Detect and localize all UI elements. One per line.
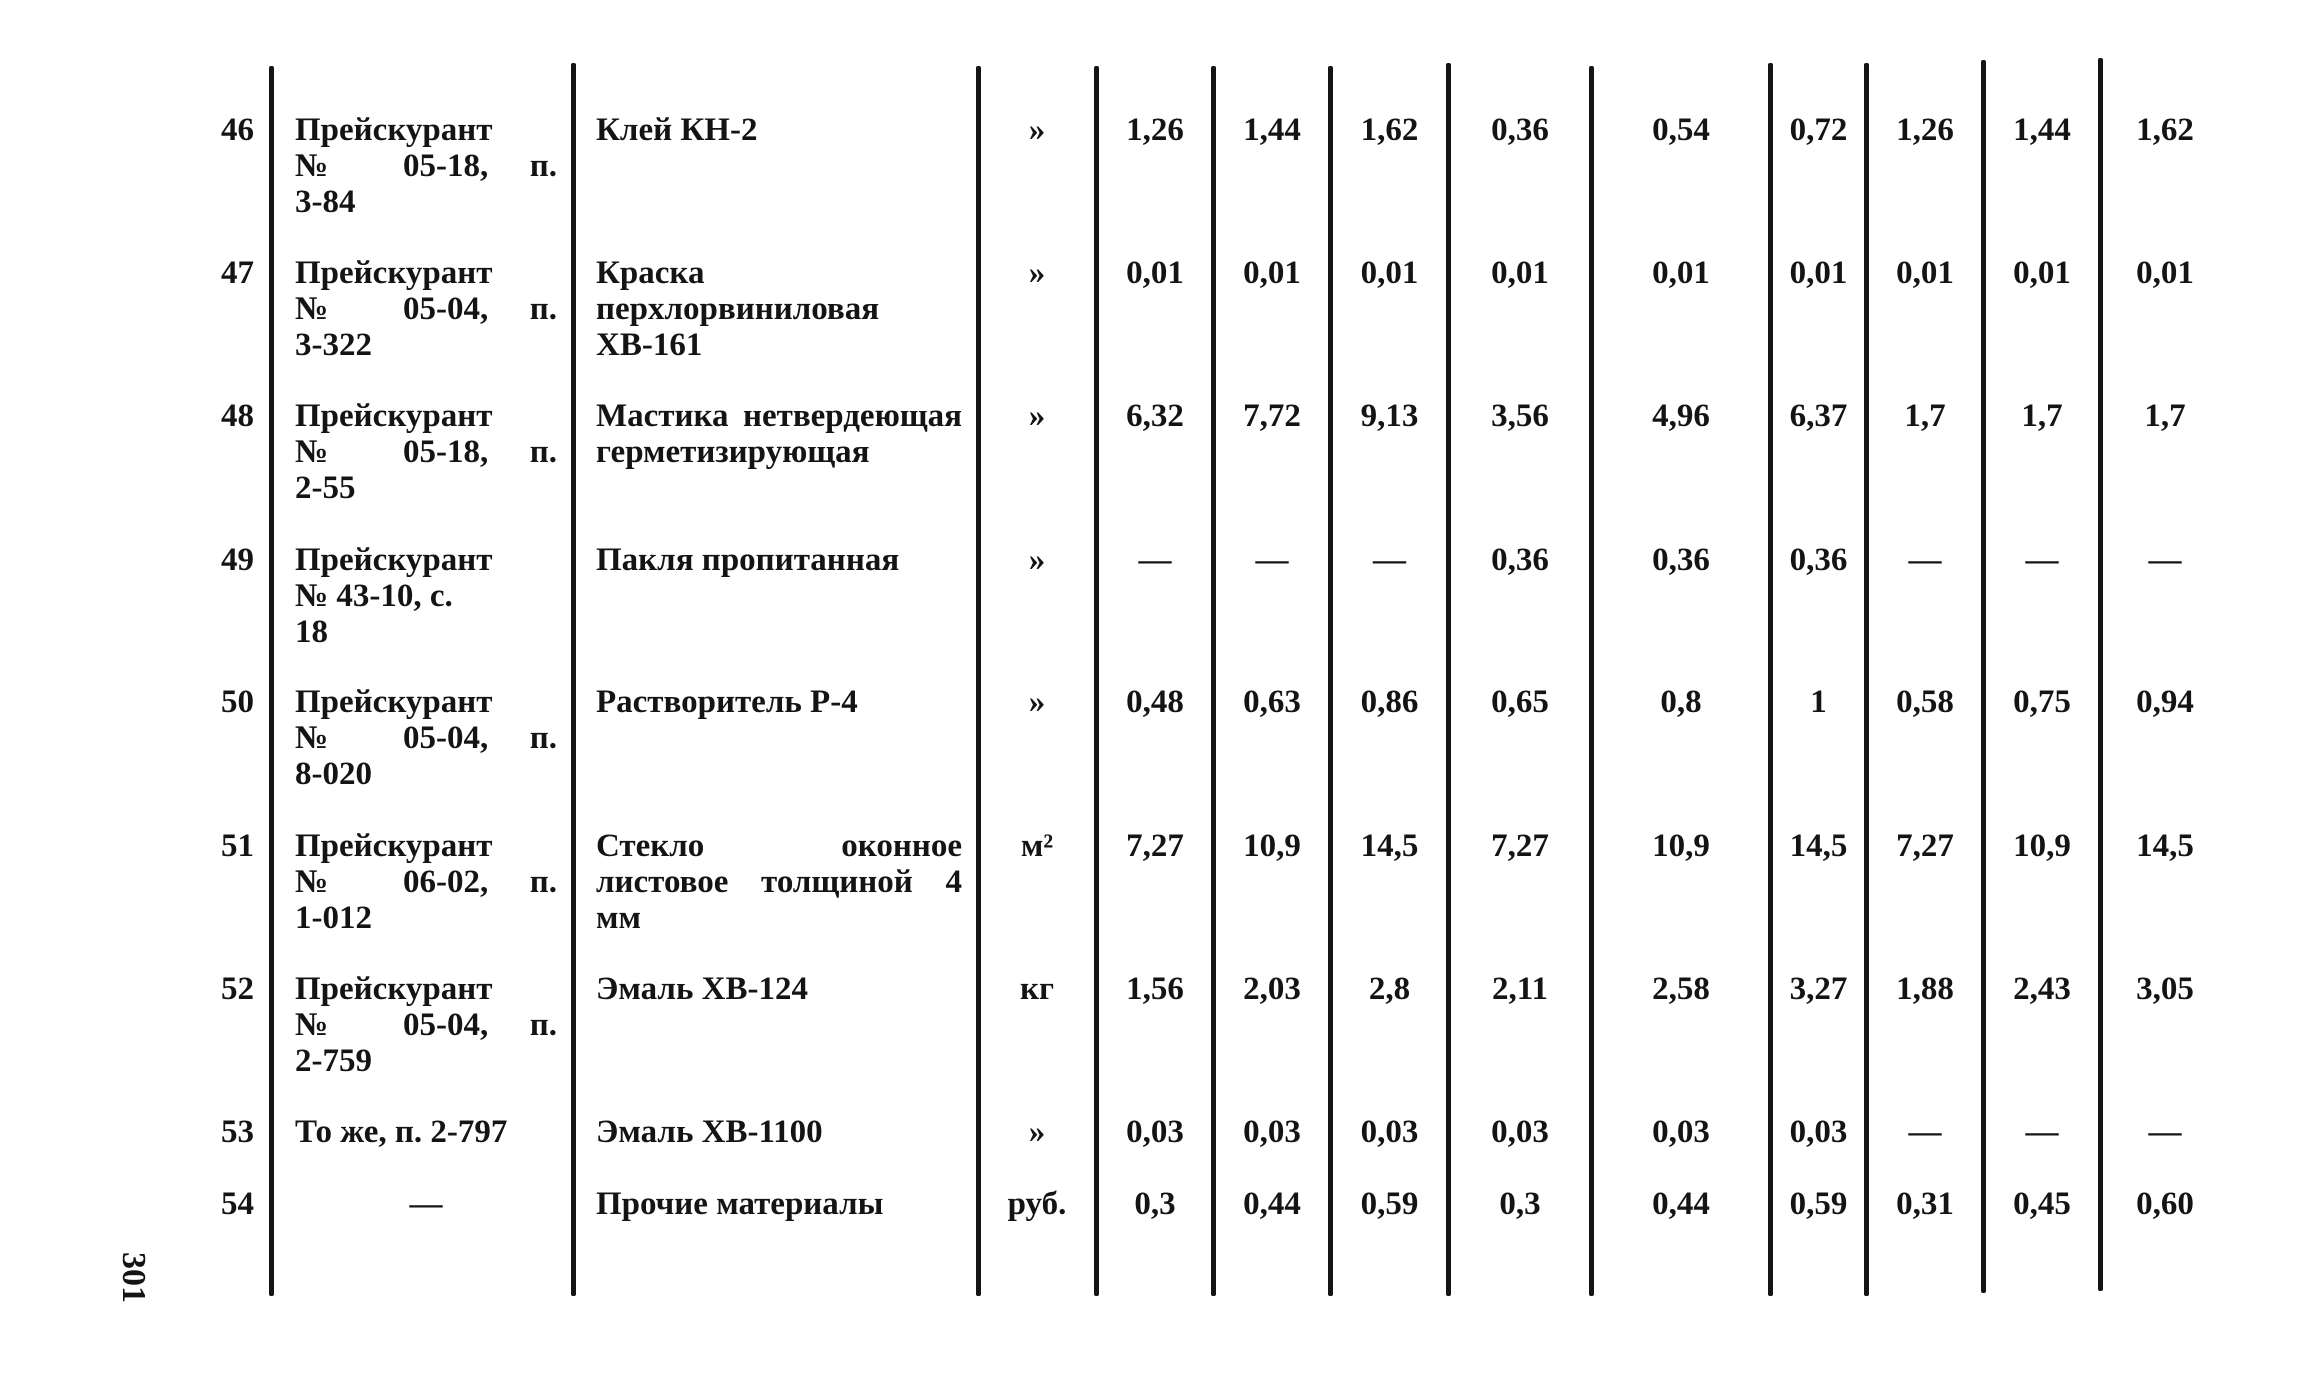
source-line: 8-020 <box>295 756 372 792</box>
source-line: Прейскурант <box>295 255 493 291</box>
row-number: 49 <box>221 542 254 578</box>
value-cell: 0,03 <box>1126 1114 1184 1150</box>
value-cell: 1,26 <box>1126 112 1184 148</box>
value-cell: — <box>1908 542 1942 578</box>
value-cell: 7,27 <box>1126 828 1184 864</box>
value-cell: 2,8 <box>1368 971 1411 1007</box>
unit: руб. <box>1007 1186 1067 1222</box>
value-cell: 14,5 <box>1360 828 1419 864</box>
column-rule <box>976 66 981 1296</box>
value-cell: 0,31 <box>1896 1186 1954 1222</box>
column-rule <box>1589 66 1594 1296</box>
value-cell: 0,54 <box>1652 112 1710 148</box>
unit: » <box>1028 112 1046 148</box>
price-list-source <box>295 112 557 220</box>
column-rule <box>1981 60 1986 1293</box>
value-cell: — <box>2025 542 2059 578</box>
value-cell: 0,3 <box>1134 1186 1176 1222</box>
value-cell: 0,75 <box>2013 684 2071 720</box>
value-cell: 1 <box>1810 684 1827 720</box>
value-cell: 0,86 <box>1360 684 1419 720</box>
value-cell: 4,96 <box>1652 398 1710 434</box>
value-cell: 1,56 <box>1126 971 1184 1007</box>
value-cell: 2,43 <box>2013 971 2071 1007</box>
value-cell: 1,62 <box>1360 112 1419 148</box>
row-number: 51 <box>221 828 254 864</box>
source-line: 18 <box>295 614 328 650</box>
source-line: № 05-18, п. <box>295 434 557 470</box>
value-cell: 0,3 <box>1499 1186 1541 1222</box>
price-list-source <box>295 971 557 1079</box>
column-rule <box>1768 63 1773 1296</box>
page-number: 301 <box>115 1252 152 1303</box>
material-name: Растворитель Р-4 <box>596 684 858 720</box>
source-line: № 06-02, п. <box>295 864 557 900</box>
value-cell: 0,01 <box>1789 255 1848 291</box>
value-cell: 0,01 <box>1652 255 1710 291</box>
source-line: № 05-04, п. <box>295 291 557 327</box>
source-line: — <box>409 1186 443 1222</box>
source-line: 3-322 <box>295 327 372 363</box>
value-cell: 0,48 <box>1126 684 1184 720</box>
value-cell: 2,11 <box>1492 971 1548 1007</box>
value-cell: 0,94 <box>2136 684 2194 720</box>
value-cell: 3,05 <box>2136 971 2194 1007</box>
column-rule <box>571 63 576 1296</box>
value-cell: 0,59 <box>1360 1186 1419 1222</box>
value-cell: 0,59 <box>1789 1186 1848 1222</box>
value-cell: 14,5 <box>2136 828 2194 864</box>
source-line: 3-84 <box>295 184 356 220</box>
value-cell: 0,58 <box>1896 684 1954 720</box>
row-number: 52 <box>221 971 254 1007</box>
source-line: Прейскурант <box>295 112 493 148</box>
value-cell: 0,45 <box>2013 1186 2071 1222</box>
unit: » <box>1028 398 1046 434</box>
value-cell: — <box>2148 542 2182 578</box>
value-cell: 0,65 <box>1491 684 1549 720</box>
material-name: Пакля пропитанная <box>596 542 900 578</box>
value-cell: 1,44 <box>2013 112 2071 148</box>
price-list-source <box>295 255 557 363</box>
source-line: Прейскурант <box>295 684 493 720</box>
source-line: № 05-04, п. <box>295 720 557 756</box>
unit: » <box>1028 255 1046 291</box>
unit: кг <box>1020 971 1054 1007</box>
column-rule <box>1446 63 1451 1296</box>
value-cell: — <box>2025 1114 2059 1150</box>
value-cell: 2,58 <box>1652 971 1710 1007</box>
value-cell: 1,26 <box>1896 112 1954 148</box>
column-rule <box>2098 58 2103 1291</box>
value-cell: 0,01 <box>1896 255 1954 291</box>
value-cell: 0,36 <box>1491 112 1549 148</box>
row-number: 53 <box>221 1114 254 1150</box>
row-number: 48 <box>221 398 254 434</box>
value-cell: 0,44 <box>1652 1186 1710 1222</box>
material-name: Клей КН-2 <box>596 112 758 148</box>
value-cell: 0,8 <box>1660 684 1702 720</box>
value-cell: 0,01 <box>1491 255 1549 291</box>
source-line: Прейскурант <box>295 398 493 434</box>
value-cell: 7,27 <box>1491 828 1549 864</box>
value-cell: 2,03 <box>1243 971 1301 1007</box>
value-cell: 0,44 <box>1243 1186 1301 1222</box>
value-cell: — <box>1138 542 1172 578</box>
value-cell: — <box>2148 1114 2182 1150</box>
source-line: 2-55 <box>295 470 356 506</box>
unit: » <box>1028 1114 1046 1150</box>
value-cell: 0,01 <box>1243 255 1301 291</box>
column-rule <box>1094 66 1099 1296</box>
unit: м² <box>1020 828 1054 864</box>
material-name: Прочие материалы <box>596 1186 884 1222</box>
material-name: Эмаль ХВ-1100 <box>596 1114 823 1150</box>
value-cell: 1,7 <box>1904 398 1946 434</box>
value-cell: 3,27 <box>1789 971 1848 1007</box>
source-line: № 05-18, п. <box>295 148 557 184</box>
value-cell: 7,27 <box>1896 828 1954 864</box>
price-list-source <box>295 828 557 936</box>
value-cell: 3,56 <box>1491 398 1549 434</box>
price-list-source <box>295 684 557 792</box>
source-line: 1-012 <box>295 900 372 936</box>
column-rule <box>1211 66 1216 1296</box>
price-list-source <box>295 398 557 506</box>
column-rule <box>1328 66 1333 1296</box>
value-cell: 0,72 <box>1789 112 1848 148</box>
material-name: Мастика нетвердеющая герметизирующая <box>596 398 962 470</box>
value-cell: 7,72 <box>1243 398 1301 434</box>
value-cell: 0,01 <box>2013 255 2071 291</box>
value-cell: 0,03 <box>1652 1114 1710 1150</box>
source-line: Прейскурант <box>295 828 493 864</box>
value-cell: — <box>1255 542 1289 578</box>
value-cell: 0,36 <box>1789 542 1848 578</box>
row-number: 54 <box>221 1186 254 1222</box>
column-rule <box>1864 63 1869 1296</box>
value-cell: 0,63 <box>1243 684 1301 720</box>
value-cell: 6,32 <box>1126 398 1184 434</box>
value-cell: 0,60 <box>2136 1186 2194 1222</box>
material-name: Краска перхлорвиниловая ХВ-161 <box>596 255 880 363</box>
value-cell: — <box>1373 542 1406 578</box>
value-cell: 0,03 <box>1360 1114 1419 1150</box>
source-line: Прейскурант <box>295 971 493 1007</box>
value-cell: 9,13 <box>1360 398 1419 434</box>
row-number: 50 <box>221 684 254 720</box>
value-cell: 1,88 <box>1896 971 1954 1007</box>
value-cell: 1,62 <box>2136 112 2194 148</box>
value-cell: 0,01 <box>1360 255 1419 291</box>
price-list-source <box>295 1186 557 1222</box>
source-line: № 05-04, п. <box>295 1007 557 1043</box>
unit: » <box>1028 684 1046 720</box>
material-name: Эмаль ХВ-124 <box>596 971 808 1007</box>
value-cell: 14,5 <box>1789 828 1848 864</box>
price-list-source <box>295 542 557 650</box>
value-cell: 1,44 <box>1243 112 1301 148</box>
value-cell: 0,36 <box>1652 542 1710 578</box>
value-cell: 0,36 <box>1491 542 1549 578</box>
row-number: 47 <box>221 255 254 291</box>
source-line: То же, п. 2-797 <box>295 1114 508 1150</box>
unit: » <box>1028 542 1046 578</box>
column-rule <box>269 66 274 1296</box>
value-cell: 1,7 <box>2021 398 2063 434</box>
value-cell: 10,9 <box>1652 828 1710 864</box>
source-line: № 43-10, с. <box>295 578 453 614</box>
value-cell: 0,03 <box>1243 1114 1301 1150</box>
value-cell: 0,03 <box>1789 1114 1848 1150</box>
value-cell: 0,01 <box>1126 255 1184 291</box>
source-line: Прейскурант <box>295 542 493 578</box>
row-number: 46 <box>221 112 254 148</box>
price-list-source <box>295 1114 557 1150</box>
material-name: Стекло оконное листовое толщиной 4 мм <box>596 828 962 936</box>
value-cell: 1,7 <box>2144 398 2186 434</box>
value-cell: 0,03 <box>1491 1114 1549 1150</box>
source-line: 2-759 <box>295 1043 372 1079</box>
value-cell: 6,37 <box>1789 398 1848 434</box>
value-cell: 0,01 <box>2136 255 2194 291</box>
value-cell: 10,9 <box>1243 828 1301 864</box>
value-cell: 10,9 <box>2013 828 2071 864</box>
value-cell: — <box>1908 1114 1942 1150</box>
